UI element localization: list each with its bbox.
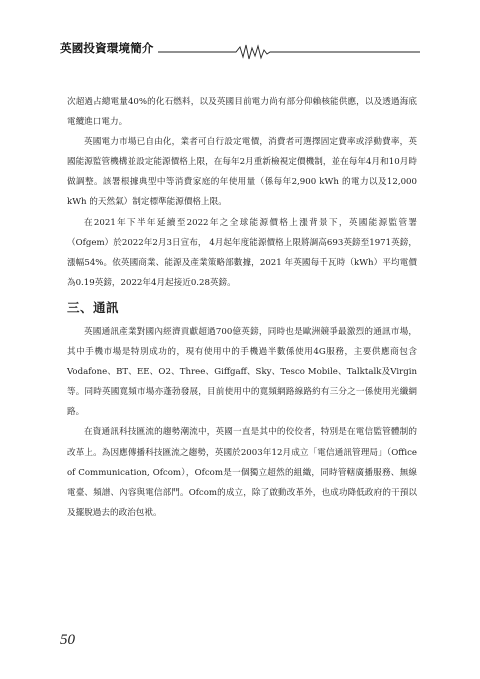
running-header	[60, 38, 420, 62]
paragraph: 在2021年下半年延續至2022年之全球能源價格上漲背景下，英國能源監管署（Ofgem）於2022年2月3日宣布， 4月起年度能源價格上限將調高693英鎊至1971英鎊，漲幅54%。依英國商業、能源及產業策略部數據，2021 年英國每千瓦時（kWh）平均電價為0.19英鎊，2022年4月起接近0.28英鎊。	[67, 217, 417, 288]
page-number: 50	[60, 632, 75, 648]
paragraph: 英國通訊產業對國內經濟貢獻超過700億英鎊，同時也是歐洲競爭最激烈的通訊市場，其中手機市場是特別成功的，現有使用中的手機過半數係使用4G服務，主要供應商包含Vodafone、BT、EE、O2、Three、Giffgaff、Sky、Tesco Mobile、Talktalk及Virgin等。同時英國寬頻市場亦蓬勃發展，目前使用中的寬頻網路線路約有三分之一係使用光纖網路。	[67, 326, 417, 418]
page-body	[67, 92, 417, 523]
section-heading: 三、通訊	[67, 299, 120, 315]
paragraph: 在資通訊科技匯流的趨勢潮流中，英國一直是其中的佼佼者，特別是在電信監管體制的改革上。為因應傳播科技匯流之趨勢，英國於2003年12月成立「電信通訊管理局」（Office of Communication, Ofcom），Ofcom是一個獨立超然的組織，同時管轄廣播服務、無線電臺、頻譜、內容與電信部門。Ofcom的成立，除了啟動改革外，也成功降低政府的干預以及擺脫過去的政治包袱。	[67, 427, 417, 518]
paragraph: 次超過占總電量40%的化石燃料，以及英國目前電力尚有部分仰賴核能供應，以及透過海底電纜進口電力。	[67, 97, 417, 128]
header-title: 英國投資環境簡介	[60, 41, 154, 55]
paragraph: 英國電力市場已自由化，業者可自行設定電價，消費者可選擇固定費率或浮動費率，英國能源監管機構並設定能源價格上限，在每年2月重新檢視定價機制，並在每年4月和10月時做調整。該署根據典型中等消費家庭的年使用量（係每年2,900 kWh 的電力以及12,000 kWh 的天然氣）制定標準能源價格上限。	[67, 137, 417, 208]
